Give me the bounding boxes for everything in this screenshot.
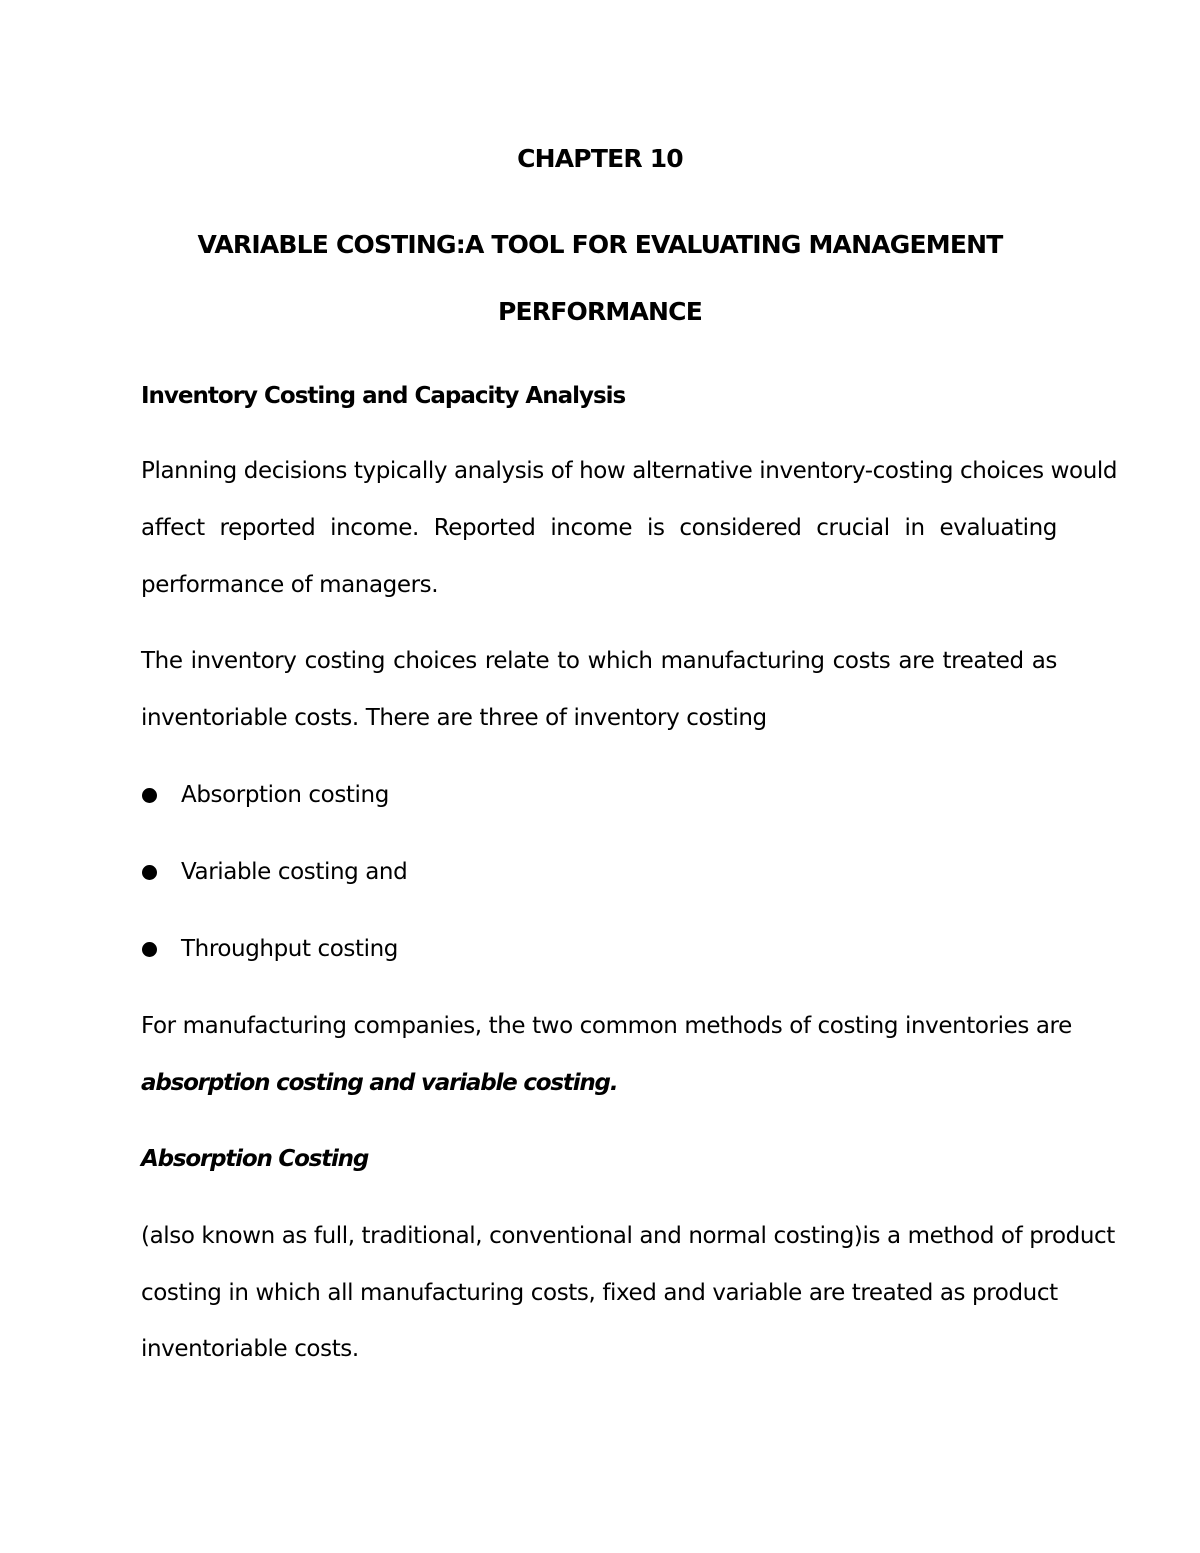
chapter-title-line-2: PERFORMANCE xyxy=(497,297,702,326)
paragraph-2-line-2: inventoriable costs. There are three of inventory costing xyxy=(141,705,767,731)
chapter-title-line-1: VARIABLE COSTING:A TOOL FOR EVALUATING MANAGEMENT xyxy=(197,230,1003,259)
bullet-dot-icon xyxy=(142,942,157,957)
paragraph-3-line-1: For manufacturing companies, the two common methods of costing inventories are xyxy=(141,1013,1072,1039)
section-heading-absorption-costing: Absorption Costing xyxy=(141,1146,369,1172)
list-item-text: Variable costing and xyxy=(181,859,408,885)
section-heading-inventory-costing: Inventory Costing and Capacity Analysis xyxy=(141,383,626,409)
bullet-dot-icon xyxy=(142,865,157,880)
paragraph-4-line-3: inventoriable costs. xyxy=(141,1336,359,1362)
paragraph-2-line-1: The inventory costing choices relate to which manufacturing costs are treated as xyxy=(141,648,1057,674)
chapter-label: CHAPTER 10 xyxy=(517,144,683,173)
bullet-dot-icon xyxy=(142,788,157,803)
list-item-text: Throughput costing xyxy=(181,936,398,962)
paragraph-3-emphasis: absorption costing and variable costing. xyxy=(141,1070,618,1096)
paragraph-1-line-2: affect reported income. Reported income is considered crucial in evaluating xyxy=(141,515,1057,541)
paragraph-1-line-1: Planning decisions typically analysis of how alternative inventory-costing choices would xyxy=(141,458,1118,484)
list-item-text: Absorption costing xyxy=(181,782,389,808)
paragraph-4-line-2: costing in which all manufacturing costs, fixed and variable are treated as product xyxy=(141,1280,1058,1306)
paragraph-4-line-1: (also known as full, traditional, conventional and normal costing)is a method of product xyxy=(141,1223,1115,1249)
paragraph-1-line-3: performance of managers. xyxy=(141,572,439,598)
